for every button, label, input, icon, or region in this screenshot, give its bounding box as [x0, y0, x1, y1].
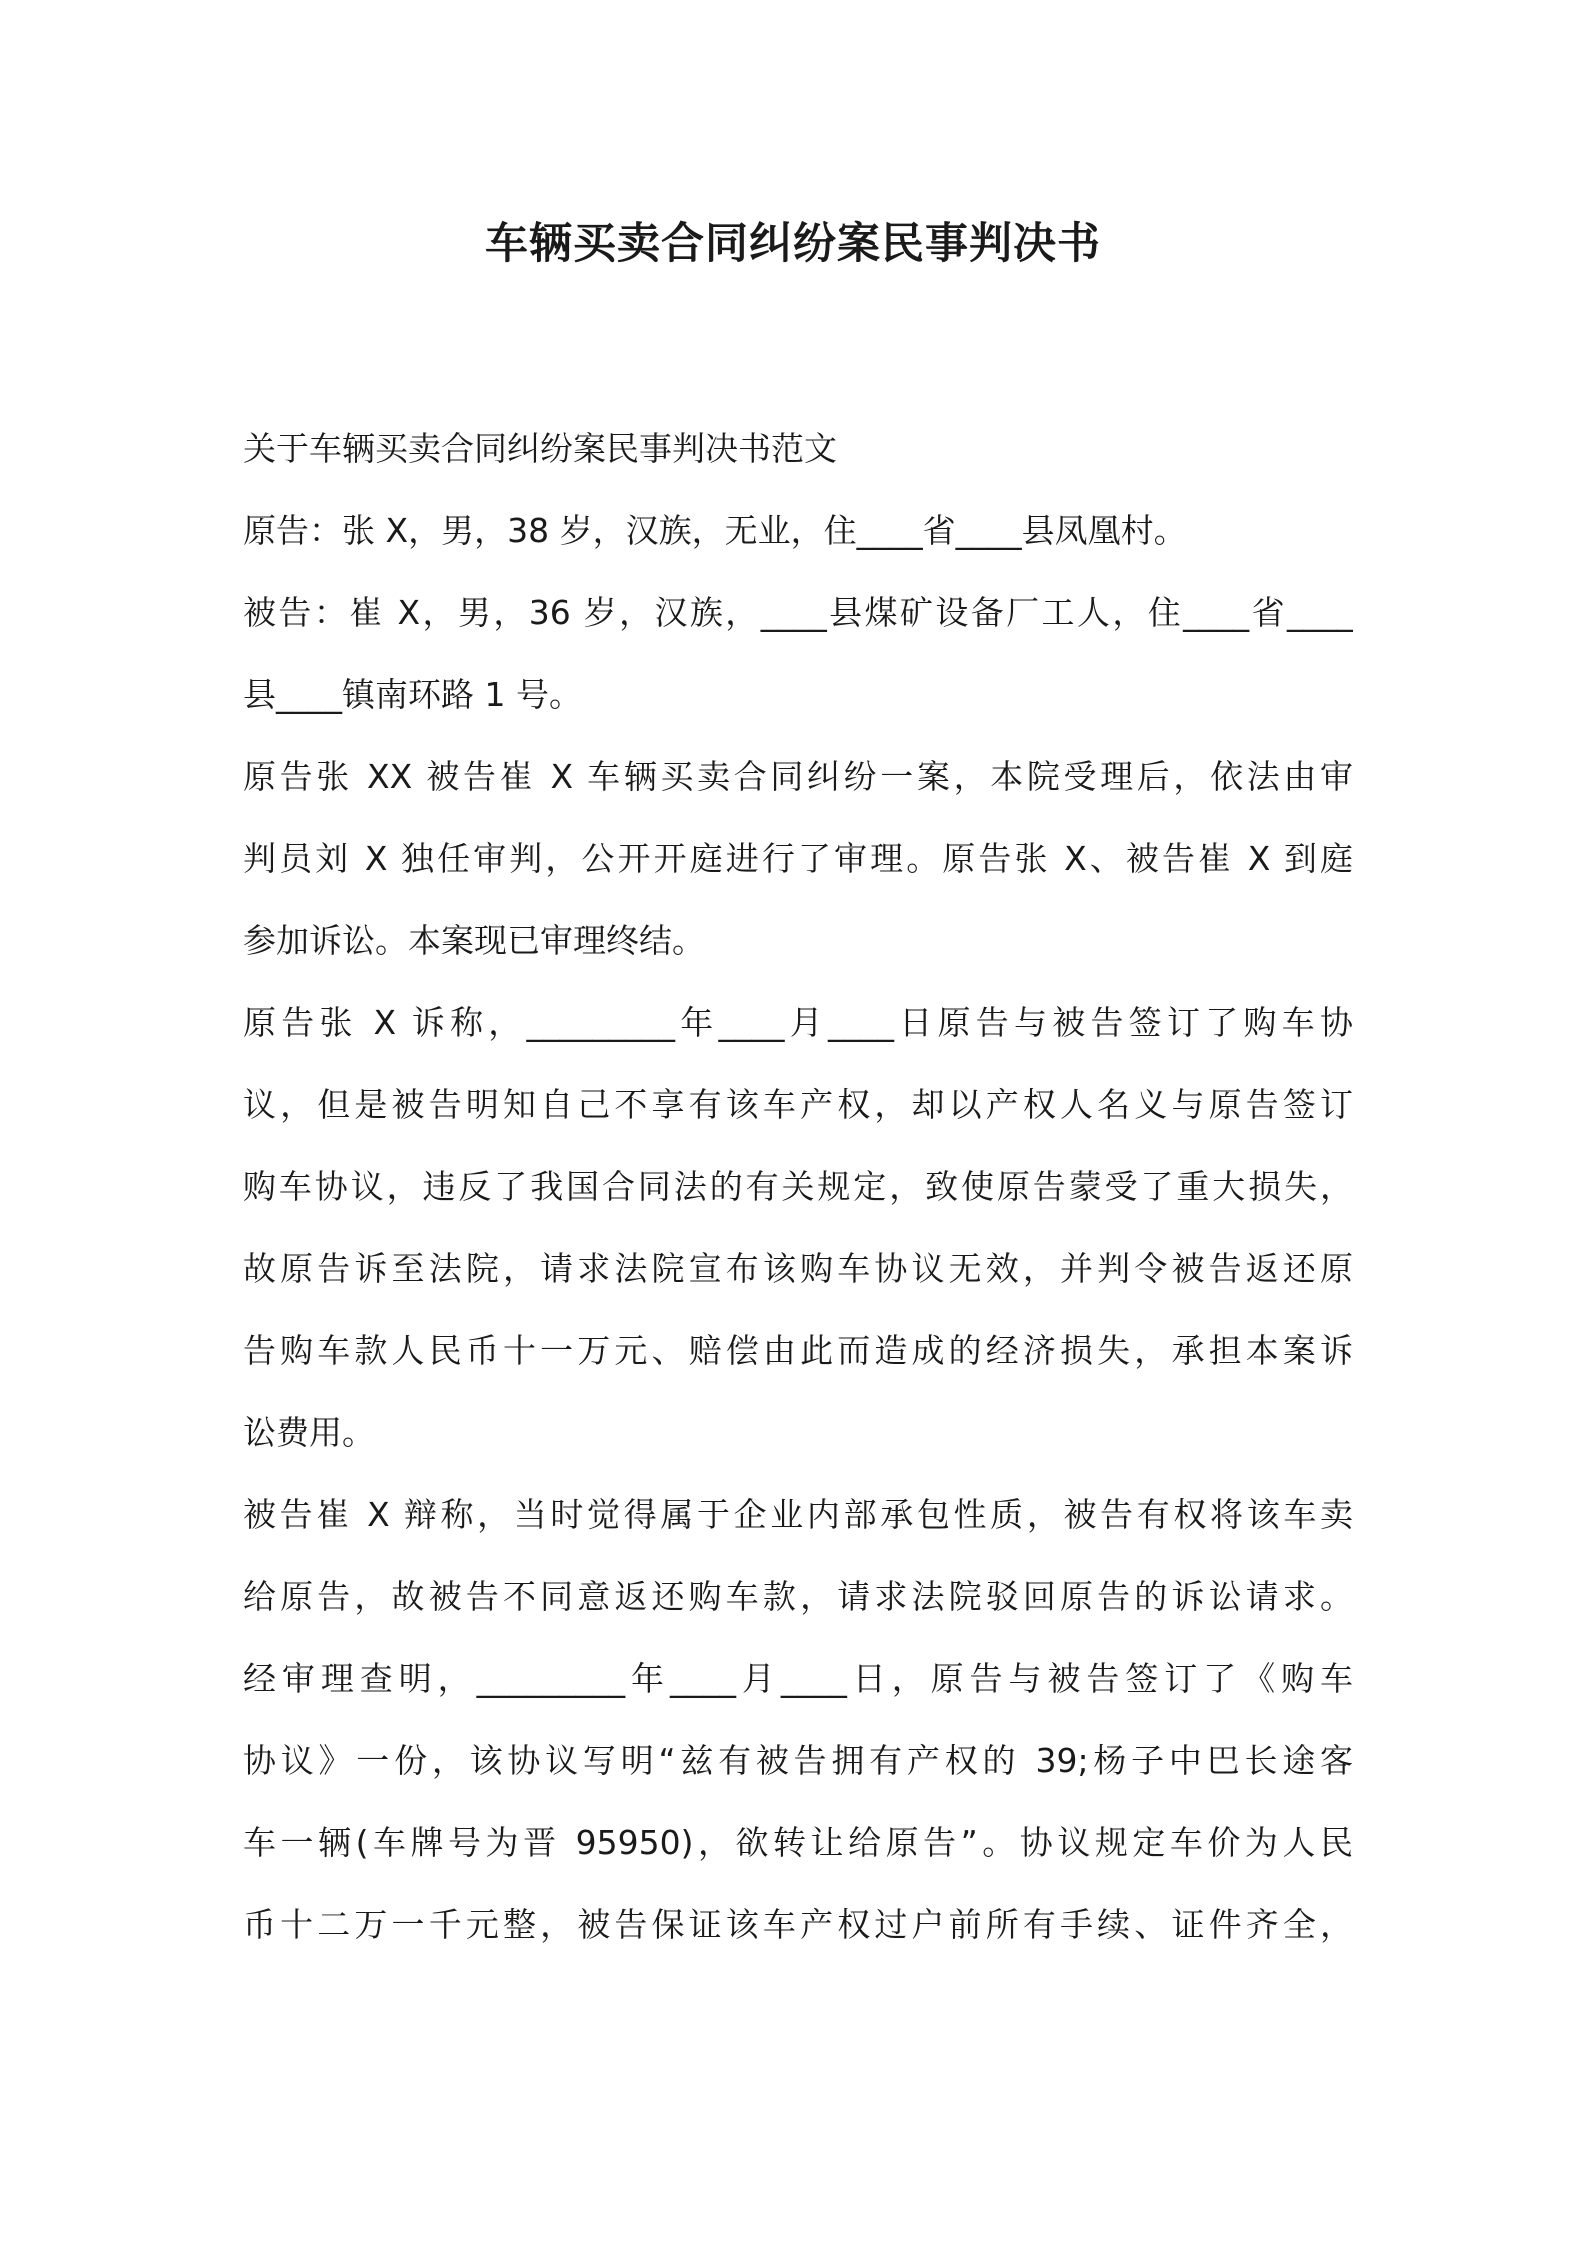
paragraph-line: 原告张 XX 被告崔 X 车辆买卖合同纠纷一案，本院受理后，依法由审 [243, 757, 1353, 796]
paragraph-line: 车一辆(车牌号为晋 95950)，欲转让给原告”。协议规定车价为人民 [243, 1823, 1353, 1862]
plaintiff-line: 原告：张 X，男，38 岁，汉族，无业，住____省____县凤凰村。 [243, 511, 1187, 550]
paragraph-line: 经审理查明，_________年____月____日，原告与被告签订了《购车 [243, 1659, 1353, 1698]
paragraph-line: 告购车款人民币十一万元、赔偿由此而造成的经济损失，承担本案诉 [243, 1331, 1353, 1370]
paragraph-line: 协议》一份，该协议写明“兹有被告拥有产权的 39;杨子中巴长途客 [243, 1741, 1353, 1780]
paragraph-line: 参加诉讼。本案现已审理终结。 [243, 921, 705, 960]
paragraph-line: 判员刘 X 独任审判，公开开庭进行了审理。原告张 X、被告崔 X 到庭 [243, 839, 1353, 878]
paragraph-line: 故原告诉至法院，请求法院宣布该购车协议无效，并判令被告返还原 [243, 1249, 1353, 1288]
paragraph-line: 议，但是被告明知自己不享有该车产权，却以产权人名义与原告签订 [243, 1085, 1353, 1124]
paragraph-line: 原告张 X 诉称，_________年____月____日原告与被告签订了购车协 [243, 1003, 1353, 1042]
paragraph-line: 币十二万一千元整，被告保证该车产权过户前所有手续、证件齐全， [243, 1905, 1353, 1944]
paragraph-line: 被告崔 X 辩称，当时觉得属于企业内部承包性质，被告有权将该车卖 [243, 1495, 1353, 1534]
paragraph-line: 给原告，故被告不同意返还购车款，请求法院驳回原告的诉讼请求。 [243, 1577, 1353, 1616]
subtitle-line: 关于车辆买卖合同纠纷案民事判决书范文 [243, 429, 837, 468]
document-title: 车辆买卖合同纠纷案民事判决书 [485, 219, 1101, 269]
document-body [243, 408, 1353, 1966]
paragraph-line: 讼费用。 [243, 1413, 375, 1452]
defendant-line: 被告：崔 X，男，36 岁，汉族，____县煤矿设备厂工人，住____省____ [243, 593, 1353, 632]
defendant-address-line: 县____镇南环路 1 号。 [243, 675, 582, 714]
paragraph-line: 购车协议，违反了我国合同法的有关规定，致使原告蒙受了重大损失， [243, 1167, 1353, 1206]
